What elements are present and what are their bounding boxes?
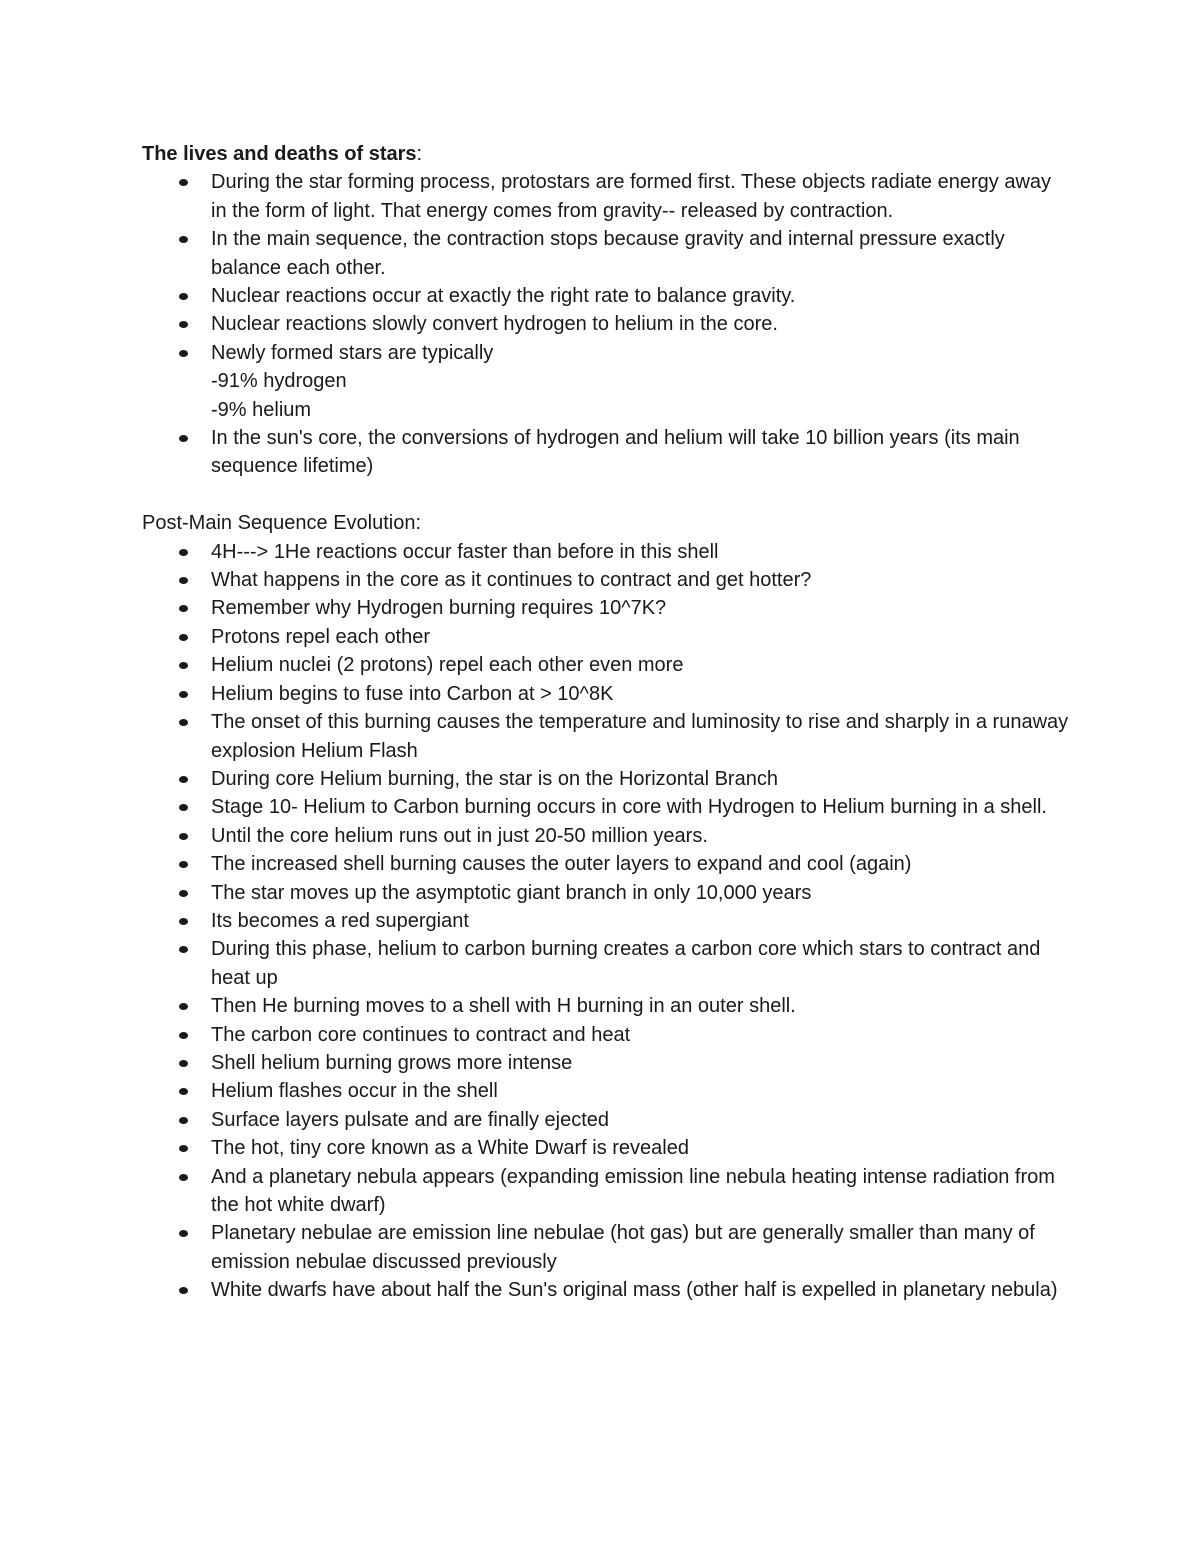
bullet-icon [179, 321, 188, 328]
bullet-icon [179, 293, 188, 300]
bullet-icon [179, 1032, 188, 1039]
list-item-text: During this phase, helium to carbon burning creates a carbon core which stars to contract and heat up [211, 938, 1041, 989]
bullet-icon [179, 1287, 188, 1294]
list-item-text: Planetary nebulae are emission line nebulae (hot gas) but are generally smaller than many of emission nebulae discussed previously [211, 1222, 1035, 1273]
bullet-icon [179, 1003, 188, 1010]
list-item [142, 282, 1072, 310]
list-item-text: Helium begins to fuse into Carbon at > 10^8K [211, 682, 614, 705]
list-item [142, 651, 1072, 679]
list-item-text: Helium nuclei (2 protons) repel each other even more [211, 654, 684, 677]
list-item [142, 566, 1072, 594]
list-item [142, 1163, 1072, 1220]
list-item-text: Its becomes a red supergiant [211, 909, 469, 932]
list-item [142, 708, 1072, 765]
list-item [142, 765, 1072, 793]
list-item [142, 680, 1072, 708]
list-item-text: During the star forming process, protostars are formed first. These objects radiate energy away in the form of light. That energy comes from gravity-- released by contraction. [211, 171, 1052, 222]
list-item-text: Protons repel each other [211, 625, 431, 648]
list-item-text: Helium flashes occur in the shell [211, 1080, 498, 1103]
list-item-text: Then He burning moves to a shell with H burning in an outer shell. [211, 995, 796, 1018]
list-item [142, 879, 1072, 907]
list-item-text: And a planetary nebula appears (expanding emission line nebula heating intense radiation from the hot white dwarf) [211, 1165, 1055, 1217]
bullet-icon [179, 549, 188, 556]
bullet-icon [179, 662, 188, 669]
section-heading-bold: The lives and deaths of stars [142, 143, 417, 165]
list-item [142, 1077, 1072, 1105]
bullet-icon [179, 605, 188, 612]
bullet-icon [179, 577, 188, 584]
list-item [142, 623, 1072, 651]
list-item-text: White dwarfs have about half the Sun's original mass (other half is expelled in planetary nebula) [211, 1279, 1058, 1302]
bullet-icon [179, 435, 188, 442]
list-item [142, 538, 1072, 566]
list-item [142, 1049, 1072, 1077]
list-item-text: Remember why Hydrogen burning requires 10^7K? [211, 597, 667, 620]
document-body [142, 140, 1072, 1305]
list-item-text: Surface layers pulsate and are finally ejected [211, 1108, 610, 1131]
bullet-icon [179, 776, 188, 783]
list-item [142, 822, 1072, 850]
list-item-text: Stage 10- Helium to Carbon burning occurs in core with Hydrogen to Helium burning in a shell. [211, 796, 1047, 819]
bullet-list-lives-deaths [142, 168, 1072, 480]
list-item-text: Shell helium burning grows more intense [211, 1051, 573, 1074]
composition-helium: -9% helium [211, 398, 312, 421]
list-item-text: Nuclear reactions slowly convert hydrogen to helium in the core. [211, 313, 778, 336]
bullet-icon [179, 1117, 188, 1124]
list-item-text: The star moves up the asymptotic giant branch in only 10,000 years [211, 881, 812, 904]
bullet-icon [179, 890, 188, 897]
bullet-icon [179, 691, 188, 698]
list-item-text: What happens in the core as it continues to contract and get hotter? [211, 569, 812, 592]
list-item [142, 1276, 1072, 1304]
list-item-text: In the main sequence, the contraction stops because gravity and internal pressure exactly balance each other. [211, 228, 1005, 279]
list-item-text: The carbon core continues to contract and heat [211, 1023, 631, 1046]
bullet-icon [179, 833, 188, 840]
list-item [142, 1106, 1072, 1134]
list-item [142, 168, 1072, 225]
list-item [142, 793, 1072, 821]
bullet-icon [179, 1145, 188, 1152]
section-spacer [142, 481, 1072, 509]
list-item-text: During core Helium burning, the star is on the Horizontal Branch [211, 767, 778, 790]
list-item [142, 907, 1072, 935]
bullet-icon [179, 350, 188, 357]
list-item [142, 1021, 1072, 1049]
list-item-text: 4H---> 1He reactions occur faster than before in this shell [211, 540, 719, 563]
list-item [142, 992, 1072, 1020]
list-item-text: The increased shell burning causes the outer layers to expand and cool (again) [211, 853, 912, 876]
bullet-icon [179, 634, 188, 641]
bullet-icon [179, 1088, 188, 1095]
list-item [142, 1134, 1072, 1162]
bullet-icon [179, 1060, 188, 1067]
list-item-text: The hot, tiny core known as a White Dwarf is revealed [211, 1137, 689, 1160]
list-item-text: In the sun's core, the conversions of hydrogen and helium will take 10 billion years (its main sequence lifetime) [211, 427, 1020, 478]
list-item [142, 339, 1072, 424]
list-item-text: Until the core helium runs out in just 20-50 million years. [211, 824, 708, 847]
section-heading-lives-deaths [142, 140, 1072, 168]
list-item [142, 1219, 1072, 1276]
bullet-icon [179, 861, 188, 868]
list-item-text: Nuclear reactions occur at exactly the right rate to balance gravity. [211, 285, 796, 308]
bullet-icon [179, 236, 188, 243]
list-item [142, 850, 1072, 878]
list-item-text: Newly formed stars are typically [211, 341, 494, 364]
bullet-icon [179, 719, 188, 726]
bullet-icon [179, 918, 188, 925]
bullet-icon [179, 1174, 188, 1181]
bullet-icon [179, 804, 188, 811]
bullet-list-post-main-sequence [142, 538, 1072, 1305]
list-item [142, 594, 1072, 622]
section-heading-colon: : [416, 143, 423, 165]
bullet-icon [179, 179, 188, 186]
list-item [142, 424, 1072, 481]
bullet-icon [179, 946, 188, 953]
bullet-icon [179, 1230, 188, 1237]
composition-hydrogen: -91% hydrogen [211, 370, 347, 393]
list-item [142, 310, 1072, 338]
list-item-text: The onset of this burning causes the temperature and luminosity to rise and sharply in a runaway explosion Helium Flash [211, 711, 1069, 762]
list-item [142, 225, 1072, 282]
section-heading-post-main-sequence: Post-Main Sequence Evolution: [142, 512, 422, 535]
list-item [142, 935, 1072, 992]
